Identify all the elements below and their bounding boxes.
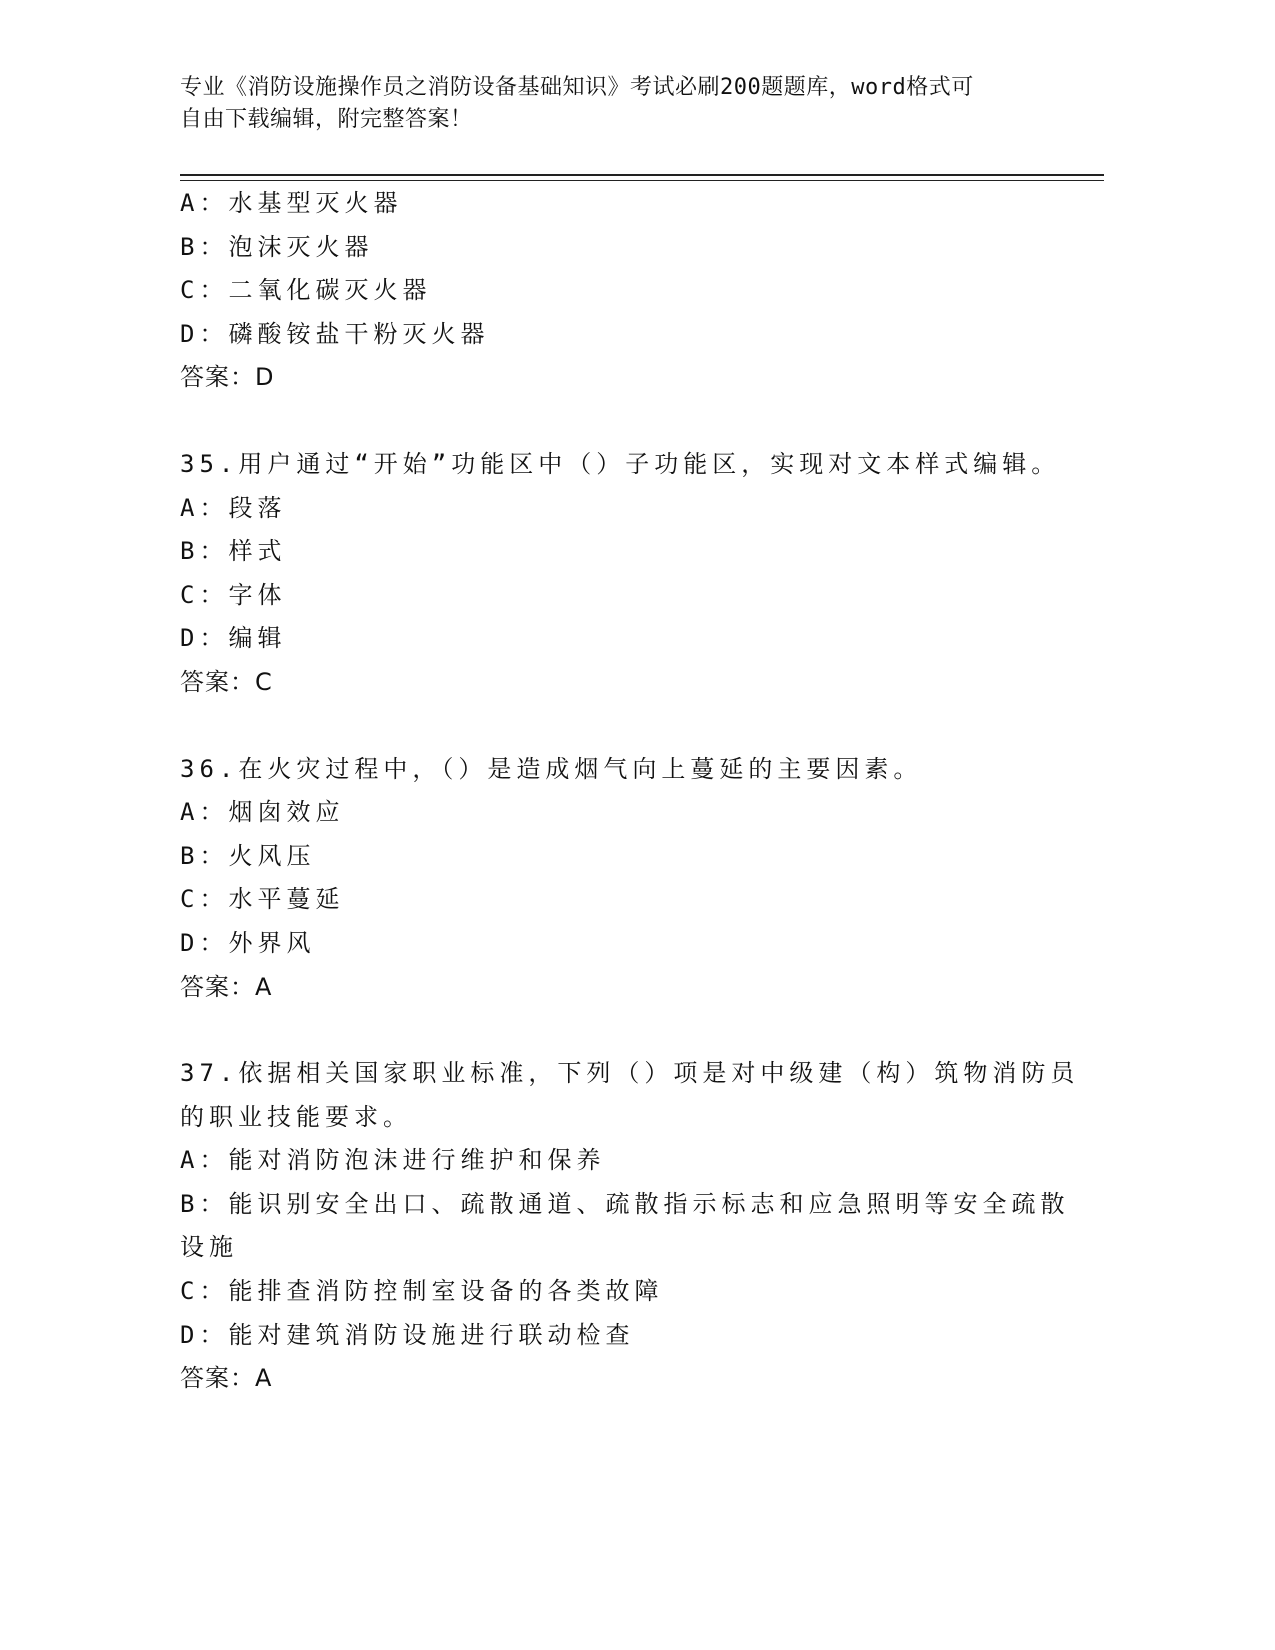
option-c: C：字体 (180, 580, 287, 609)
option-b: B：火风压 (180, 841, 316, 870)
answer-line: 答案：A (180, 972, 273, 1001)
question-stem-line-1: 37.依据相关国家职业标准，下列（）项是对中级建（构）筑物消防员 (180, 1059, 1080, 1088)
question-stem-line-2: 的职业技能要求。 (180, 1102, 412, 1131)
question-block-37 (180, 1052, 1080, 1401)
option-a: A：段落 (180, 493, 287, 522)
question-content (180, 182, 1080, 1401)
question-block-35 (180, 443, 1080, 705)
option-b: B：泡沫灭火器 (180, 232, 374, 261)
option-a: A：能对消防泡沫进行维护和保养 (180, 1146, 606, 1175)
answer-line: 答案：A (180, 1364, 273, 1393)
option-b-line-2: 设施 (180, 1233, 238, 1262)
option-d: D：能对建筑消防设施进行联动检查 (180, 1320, 635, 1349)
option-b-line-1: B：能识别安全出口、疏散通道、疏散指示标志和应急照明等安全疏散 (180, 1189, 1070, 1218)
option-a: A：烟囱效应 (180, 798, 345, 827)
header-line-1: 专业《消防设施操作员之消防设备基础知识》考试必刷200题题库，word格式可 (180, 75, 974, 100)
question-stem: 36.在火灾过程中，（）是造成烟气向上蔓延的主要因素。 (180, 754, 923, 783)
option-d: D：磷酸铵盐干粉灭火器 (180, 319, 490, 348)
answer-line: 答案：D (180, 363, 275, 392)
option-c: C：能排查消防控制室设备的各类故障 (180, 1277, 664, 1306)
option-d: D：外界风 (180, 928, 316, 957)
header-line-2: 自由下载编辑，附完整答案！ (180, 107, 473, 132)
option-b: B：样式 (180, 537, 287, 566)
question-block-36 (180, 748, 1080, 1010)
option-d: D：编辑 (180, 624, 287, 653)
question-block-34 (180, 182, 1080, 400)
document-header (180, 72, 1060, 136)
option-c: C：二氧化碳灭火器 (180, 276, 432, 305)
option-a: A：水基型灭火器 (180, 189, 403, 217)
header-divider (180, 174, 1104, 181)
answer-line: 答案：C (180, 667, 273, 696)
option-c: C：水平蔓延 (180, 885, 345, 914)
question-stem: 35.用户通过“开始”功能区中（）子功能区，实现对文本样式编辑。 (180, 449, 1061, 478)
